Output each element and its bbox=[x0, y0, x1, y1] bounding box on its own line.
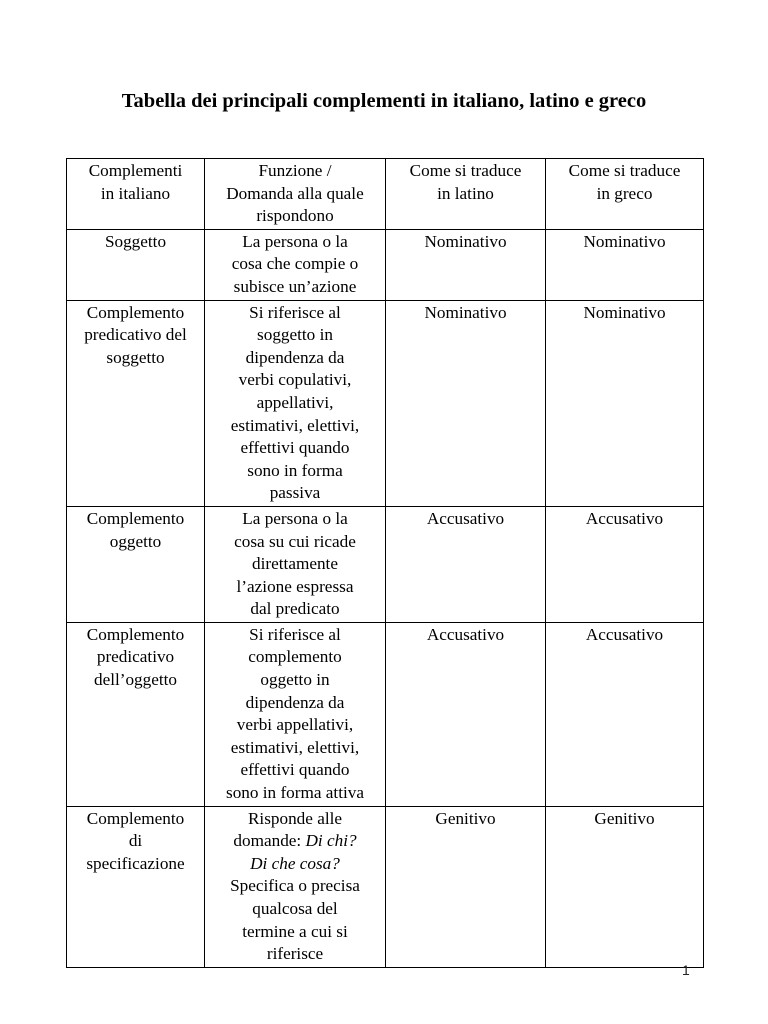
cell-line: Risponde alle bbox=[247, 808, 343, 828]
cell-latino bbox=[386, 300, 546, 506]
cell-line: oggetto in bbox=[260, 670, 330, 690]
cell-complemento bbox=[67, 300, 205, 506]
cell-line: riferisce bbox=[266, 944, 324, 964]
cell-line: Nominativo bbox=[424, 231, 507, 251]
cell-line: predicativo del bbox=[84, 325, 187, 345]
cell-line: cosa che compie o bbox=[231, 254, 359, 274]
cell-line: oggetto bbox=[109, 531, 162, 551]
cell-line: specificazione bbox=[86, 853, 185, 873]
cell-line: La persona o la bbox=[242, 508, 348, 528]
cell-latino bbox=[386, 506, 546, 622]
question-italic: Di chi? bbox=[305, 831, 357, 851]
cell-line: Complemento bbox=[86, 808, 185, 828]
cell-line: estimativi, elettivi, bbox=[230, 415, 360, 435]
cell-line: Si riferisce al bbox=[249, 302, 341, 322]
header-line: Come si traduce bbox=[409, 161, 522, 180]
cell-line: Nominativo bbox=[424, 302, 507, 322]
cell-line: Nominativo bbox=[583, 302, 666, 322]
cell-funzione bbox=[205, 229, 386, 300]
cell-line: La persona o la bbox=[242, 231, 348, 251]
cell-greco bbox=[546, 506, 704, 622]
cell-line: di bbox=[128, 831, 143, 851]
cell-line: dell’oggetto bbox=[93, 670, 178, 690]
table-header-row bbox=[67, 159, 704, 230]
cell-line: Accusativo bbox=[585, 624, 664, 644]
cell-line: passiva bbox=[269, 483, 321, 503]
table-row bbox=[67, 300, 704, 506]
cell-line: termine a cui si bbox=[242, 921, 348, 941]
table-row bbox=[67, 229, 704, 300]
cell-line: Complemento bbox=[86, 624, 185, 644]
cell-line: Si riferisce al bbox=[249, 624, 341, 644]
cell-line: verbi copulativi, bbox=[238, 370, 352, 390]
cell-line: l’azione espressa bbox=[236, 576, 354, 596]
header-line: Funzione / bbox=[258, 161, 332, 180]
header-cell-latino bbox=[386, 159, 546, 230]
cell-greco bbox=[546, 300, 704, 506]
cell-line: Accusativo bbox=[585, 508, 664, 528]
header-line: Complementi bbox=[88, 161, 183, 180]
table-row bbox=[67, 506, 704, 622]
cell-line: appellativi, bbox=[256, 392, 334, 412]
cell-funzione bbox=[205, 506, 386, 622]
cell-line: Complemento bbox=[86, 302, 185, 322]
cell-line: soggetto bbox=[106, 347, 165, 367]
header-line: in italiano bbox=[100, 183, 171, 203]
question-italic: Di che cosa? bbox=[250, 853, 340, 873]
header-cell-complementi bbox=[67, 159, 205, 230]
cell-latino bbox=[386, 806, 546, 967]
cell-latino bbox=[386, 229, 546, 300]
header-line: rispondono bbox=[256, 206, 334, 226]
cell-line: Accusativo bbox=[426, 624, 505, 644]
cell-complemento bbox=[67, 622, 205, 806]
header-cell-greco bbox=[546, 159, 704, 230]
cell-greco bbox=[546, 806, 704, 967]
cell-line: effettivi quando bbox=[240, 438, 350, 458]
cell-line: sono in forma attiva bbox=[226, 783, 364, 803]
cell-line: dipendenza da bbox=[245, 692, 345, 712]
cell-line: sono in forma bbox=[247, 460, 343, 480]
table-row bbox=[67, 806, 704, 967]
cell-line: estimativi, elettivi, bbox=[230, 737, 360, 757]
cell-line: effettivi quando bbox=[240, 760, 350, 780]
cell-line: direttamente bbox=[252, 554, 338, 574]
cell-line: Complemento bbox=[86, 508, 185, 528]
header-cell-funzione bbox=[205, 159, 386, 230]
header-line: in greco bbox=[596, 183, 653, 203]
cell-line: verbi appellativi, bbox=[236, 715, 354, 735]
cell-complemento bbox=[67, 506, 205, 622]
cell-funzione bbox=[205, 300, 386, 506]
cell-funzione bbox=[205, 622, 386, 806]
header-line: Come si traduce bbox=[568, 161, 681, 180]
header-line: Domanda alla quale bbox=[226, 183, 364, 203]
cell-funzione bbox=[205, 806, 386, 967]
cell-line: Specifica o precisa bbox=[230, 876, 360, 896]
cell-line: predicativo bbox=[96, 647, 175, 667]
cell-complemento bbox=[67, 806, 205, 967]
cell-line: qualcosa del bbox=[252, 899, 338, 918]
cell-line: subisce un’azione bbox=[233, 276, 357, 296]
cell-greco bbox=[546, 229, 704, 300]
cell-line: Nominativo bbox=[583, 231, 666, 251]
cell-line: Genitivo bbox=[435, 808, 496, 828]
cell-line: Genitivo bbox=[594, 808, 655, 828]
page-number: 1 bbox=[682, 962, 690, 978]
cell-line: complemento bbox=[248, 647, 342, 667]
cell-line: Accusativo bbox=[426, 508, 505, 528]
document-title: Tabella dei principali complementi in italiano, latino e greco bbox=[121, 90, 647, 112]
cell-latino bbox=[386, 622, 546, 806]
cell-line: domande: bbox=[233, 831, 306, 851]
cell-line: Soggetto bbox=[104, 231, 167, 251]
cell-line: dal predicato bbox=[250, 599, 340, 619]
cell-complemento bbox=[67, 229, 205, 300]
complements-table bbox=[66, 158, 704, 968]
cell-line: soggetto in bbox=[257, 325, 333, 345]
cell-line: cosa su cui ricade bbox=[234, 531, 356, 551]
cell-greco bbox=[546, 622, 704, 806]
table-row bbox=[67, 622, 704, 806]
cell-line: dipendenza da bbox=[245, 347, 345, 367]
header-line: in latino bbox=[437, 183, 494, 203]
